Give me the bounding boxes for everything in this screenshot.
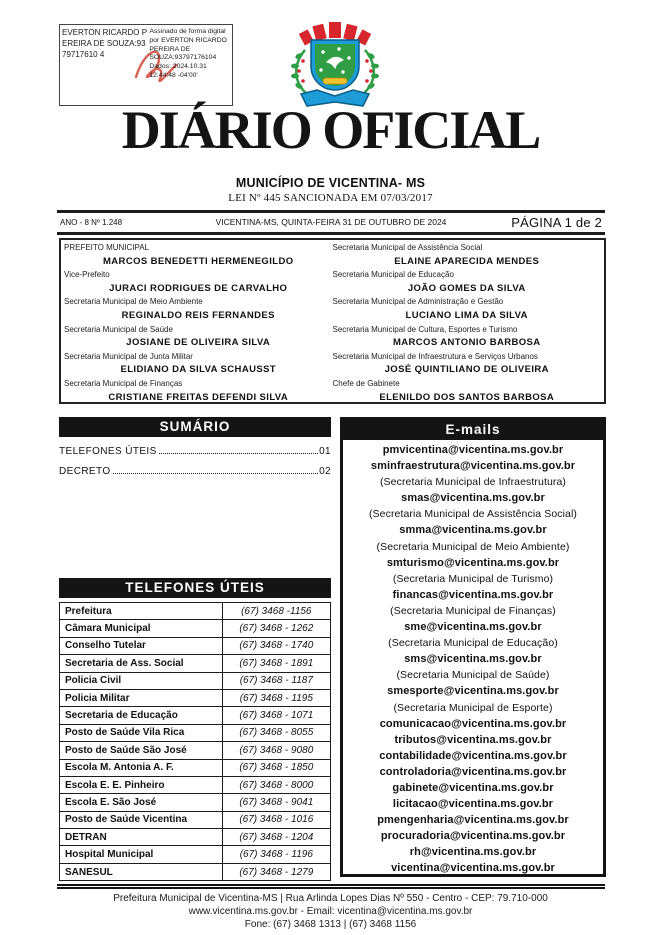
official-role: Chefe de Gabinete bbox=[332, 378, 400, 388]
official-name: MARCOS BENEDETTI HERMENEGILDO bbox=[102, 255, 294, 267]
email-line: smas@vicentina.ms.gov.br bbox=[401, 492, 545, 505]
email-line: pmvicentina@vicentina.ms.gov.br bbox=[382, 444, 564, 456]
email-line: licitacao@vicentina.ms.gov.br bbox=[392, 798, 554, 811]
phone-row bbox=[60, 707, 331, 724]
phone-number: (67) 3468 - 8000 bbox=[222, 776, 330, 793]
signer-name: EVERTON RICARDO PEREIRA DE SOUZA:9379717610 4 bbox=[62, 28, 148, 59]
official-role: Secretaria Municipal de Cultura, Esportes e Turismo bbox=[332, 324, 518, 334]
official-name: JOSIANE DE OLIVEIRA SILVA bbox=[126, 337, 271, 349]
official-role: Secretaria Municipal de Educação bbox=[332, 270, 454, 280]
summary-item-label: DECRETO bbox=[59, 466, 111, 477]
official-entry bbox=[64, 350, 333, 377]
official-entry bbox=[333, 350, 602, 377]
phone-entity: Escola M. Antonia A. F. bbox=[60, 759, 223, 776]
phone-entity: Posto de Saúde Vila Rica bbox=[60, 724, 223, 741]
phone-number: (67) 3468 - 1071 bbox=[222, 707, 330, 724]
official-name: REGINALDO REIS FERNANDES bbox=[121, 309, 275, 321]
phone-row bbox=[60, 829, 331, 846]
phone-row bbox=[60, 742, 331, 759]
phones-table bbox=[59, 602, 331, 881]
phone-entity: Prefeitura bbox=[60, 603, 223, 620]
phone-row bbox=[60, 655, 331, 672]
phone-row bbox=[60, 637, 331, 654]
summary-item[interactable] bbox=[59, 442, 331, 462]
phone-entity: SANESUL bbox=[60, 863, 223, 880]
signature-details: Assinado de forma digital por EVERTON RICARDO PEREIRA DE SOUZA:93797176104 Dados: 2024.10.31 12:44:48 -04'00' bbox=[149, 28, 227, 80]
email-line: (Secretaria Municipal de Educação) bbox=[388, 637, 558, 650]
footer-address: Prefeitura Municipal de Vicentina-MS | Rua Arlinda Lopes Dias Nº 550 - Centro - CEP: 79.710-000 bbox=[113, 893, 548, 904]
footer bbox=[0, 892, 661, 931]
footer-phones: Fone: (67) 3468 1313 | (67) 3468 1156 bbox=[244, 919, 417, 930]
official-entry bbox=[333, 377, 602, 401]
official-name: MARCOS ANTONIO BARBOSA bbox=[392, 337, 541, 349]
official-entry bbox=[64, 323, 333, 350]
email-line: pmengenharia@vicentina.ms.gov.br bbox=[377, 814, 569, 827]
phone-number: (67) 3468 - 1016 bbox=[222, 811, 330, 828]
phone-entity: Secretaria de Ass. Social bbox=[60, 655, 223, 672]
official-role: Secretaria Municipal de Administração e Gestão bbox=[332, 297, 504, 307]
bottom-rule bbox=[57, 232, 605, 235]
phone-entity: Policia Militar bbox=[60, 689, 223, 706]
summary-item-page: 01 bbox=[319, 446, 331, 457]
phone-row bbox=[60, 689, 331, 706]
phones-header: TELEFONES ÚTEIS bbox=[59, 578, 331, 598]
email-line: (Secretaria Municipal de Finanças) bbox=[390, 604, 556, 617]
phone-entity: Escola E. E. Pinheiro bbox=[60, 776, 223, 793]
phone-entity: Conselho Tutelar bbox=[60, 637, 223, 654]
email-line: comunicacao@vicentina.ms.gov.br bbox=[379, 717, 567, 730]
footer-rule bbox=[57, 884, 605, 889]
officials-box bbox=[59, 238, 606, 404]
phone-number: (67) 3468 - 1891 bbox=[222, 655, 330, 672]
phone-row bbox=[60, 794, 331, 811]
phone-row bbox=[60, 811, 331, 828]
official-name: JURACI RODRIGUES DE CARVALHO bbox=[109, 282, 288, 294]
email-line: sme@vicentina.ms.gov.br bbox=[404, 621, 542, 634]
email-line: tributos@vicentina.ms.gov.br bbox=[394, 733, 552, 746]
phone-row bbox=[60, 620, 331, 637]
email-line: smturismo@vicentina.ms.gov.br bbox=[386, 556, 560, 569]
email-line: smesporte@vicentina.ms.gov.br bbox=[387, 685, 559, 698]
phone-number: (67) 3468 - 1850 bbox=[222, 759, 330, 776]
emails-list bbox=[343, 440, 603, 877]
official-entry bbox=[64, 268, 333, 295]
phone-number: (67) 3468 - 1195 bbox=[222, 689, 330, 706]
official-name: ELENILDO DOS SANTOS BARBOSA bbox=[379, 391, 555, 401]
email-line: (Secretaria Municipal de Turismo) bbox=[392, 572, 554, 585]
summary-header: SUMÁRIO bbox=[59, 417, 331, 437]
official-role: Secretaria Municipal de Saúde bbox=[64, 324, 173, 334]
law-reference: LEI Nº 445 SANCIONADA EM 07/03/2017 bbox=[228, 192, 433, 204]
email-line: procuradoria@vicentina.ms.gov.br bbox=[380, 830, 566, 843]
email-line: rh@vicentina.ms.gov.br bbox=[409, 846, 537, 859]
phone-entity: Hospital Municipal bbox=[60, 846, 223, 863]
official-entry bbox=[64, 295, 333, 322]
email-line: contabilidade@vicentina.ms.gov.br bbox=[379, 749, 567, 762]
dot-leader bbox=[113, 473, 319, 474]
email-line: financas@vicentina.ms.gov.br bbox=[392, 588, 554, 601]
email-line: gabinete@vicentina.ms.gov.br bbox=[392, 781, 554, 794]
official-name: JOÃO GOMES DA SILVA bbox=[407, 282, 526, 294]
official-role: Secretaria Municipal de Meio Ambiente bbox=[64, 297, 203, 307]
official-name: ELAINE APARECIDA MENDES bbox=[394, 255, 540, 267]
email-line: sminfraestrutura@vicentina.ms.gov.br bbox=[370, 460, 576, 473]
email-line: smma@vicentina.ms.gov.br bbox=[399, 524, 547, 537]
edition-number: ANO - 8 Nº 1.248 bbox=[60, 217, 123, 227]
official-name: CRISTIANE FREITAS DEFENDI SILVA bbox=[108, 391, 289, 401]
phone-number: (67) 3468 - 9041 bbox=[222, 794, 330, 811]
page-indicator: PÁGINA 1 de 2 bbox=[511, 214, 602, 230]
email-line: (Secretaria Municipal de Esporte) bbox=[393, 701, 553, 714]
officials-column-right bbox=[333, 241, 602, 401]
official-entry bbox=[333, 241, 602, 268]
email-line: vicentina@vicentina.ms.gov.br bbox=[391, 862, 555, 875]
official-role: Secretaria Municipal de Assistência Social bbox=[332, 243, 483, 252]
officials-column-left bbox=[64, 241, 333, 401]
official-entry bbox=[333, 268, 602, 295]
phone-row bbox=[60, 846, 331, 863]
official-name: JOSÉ QUINTILIANO DE OLIVEIRA bbox=[384, 364, 549, 376]
email-line: (Secretaria Municipal de Saúde) bbox=[396, 669, 550, 682]
summary-item-page: 02 bbox=[319, 466, 331, 477]
official-role: PREFEITO MUNICIPAL bbox=[64, 243, 150, 252]
phone-entity: Posto de Saúde São José bbox=[60, 742, 223, 759]
official-name: LUCIANO LIMA DA SILVA bbox=[405, 309, 528, 321]
emails-section bbox=[340, 417, 606, 877]
phone-row bbox=[60, 603, 331, 620]
publication-date: VICENTINA-MS, QUINTA-FEIRA 31 DE OUTUBRO DE 2024 bbox=[215, 217, 447, 227]
summary-list bbox=[59, 442, 331, 482]
digital-signature-stamp[interactable] bbox=[59, 24, 233, 106]
phone-entity: Câmara Municipal bbox=[60, 620, 223, 637]
official-role: Vice-Prefeito bbox=[64, 270, 110, 280]
email-line: (Secretaria Municipal de Meio Ambiente) bbox=[376, 540, 570, 553]
phone-row bbox=[60, 672, 331, 689]
phone-number: (67) 3468 - 1279 bbox=[222, 863, 330, 880]
email-line: sms@vicentina.ms.gov.br bbox=[404, 653, 542, 666]
official-role: Secretaria Municipal de Finanças bbox=[64, 378, 183, 388]
phone-number: (67) 3468 -1156 bbox=[222, 603, 330, 620]
official-entry bbox=[64, 241, 333, 268]
official-entry bbox=[333, 295, 602, 322]
official-role: Secretaria Municipal de Junta Militar bbox=[64, 351, 193, 361]
summary-item-label: TELEFONES ÚTEIS bbox=[59, 446, 157, 457]
phone-entity: Escola E. São José bbox=[60, 794, 223, 811]
phone-entity: Secretaria de Educação bbox=[60, 707, 223, 724]
phone-entity: Posto de Saúde Vicentina bbox=[60, 811, 223, 828]
email-line: (Secretaria Municipal de Assistência Social) bbox=[368, 508, 578, 521]
phone-entity: Policia Civil bbox=[60, 672, 223, 689]
official-role: Secretaria Municipal de Infraestrutura e Serviços Urbanos bbox=[332, 351, 538, 361]
official-entry bbox=[64, 377, 333, 401]
phone-row bbox=[60, 776, 331, 793]
useful-phones-section bbox=[59, 578, 331, 881]
emails-header: E-mails bbox=[343, 420, 603, 440]
email-line: (Secretaria Municipal de Infraestrutura) bbox=[379, 476, 567, 489]
official-entry bbox=[333, 323, 602, 350]
gazette-title: DIÁRIO OFICIAL bbox=[121, 100, 540, 160]
edition-date-row bbox=[60, 213, 602, 231]
phone-number: (67) 3468 - 1196 bbox=[222, 846, 330, 863]
phone-number: (67) 3468 - 1204 bbox=[222, 829, 330, 846]
phone-number: (67) 3468 - 1187 bbox=[222, 672, 330, 689]
dot-leader bbox=[159, 453, 318, 454]
municipality-name: MUNICÍPIO DE VICENTINA- MS bbox=[235, 176, 426, 190]
summary-item[interactable] bbox=[59, 462, 331, 482]
phone-number: (67) 3468 - 1262 bbox=[222, 620, 330, 637]
phone-number: (67) 3468 - 1740 bbox=[222, 637, 330, 654]
phone-entity: DETRAN bbox=[60, 829, 223, 846]
phone-row bbox=[60, 759, 331, 776]
phone-row bbox=[60, 863, 331, 880]
official-name: ELIDIANO DA SILVA SCHAUSST bbox=[120, 364, 277, 376]
phone-number: (67) 3468 - 9080 bbox=[222, 742, 330, 759]
footer-website-email: www.vicentina.ms.gov.br - Email: vicentina@vicentina.ms.gov.br bbox=[188, 906, 473, 917]
phone-number: (67) 3468 - 8055 bbox=[222, 724, 330, 741]
phone-row bbox=[60, 724, 331, 741]
email-line: controladoria@vicentina.ms.gov.br bbox=[379, 765, 567, 778]
summary-section bbox=[59, 417, 331, 482]
